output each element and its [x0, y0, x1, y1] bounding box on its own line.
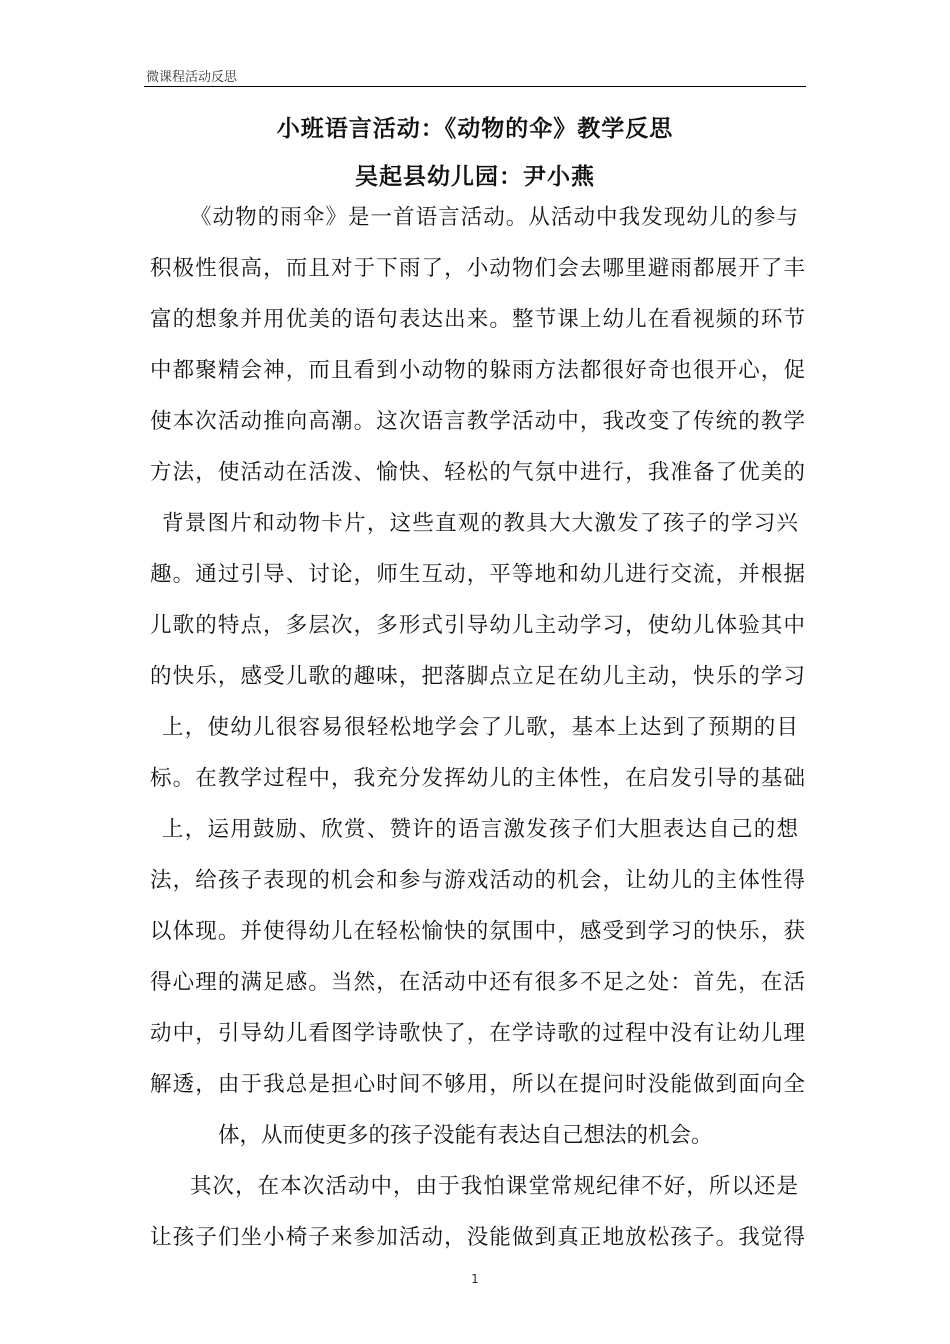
paragraph-line: 方法，使活动在活泼、愉快、轻松的气氛中进行，我准备了优美的 — [150, 460, 805, 485]
paragraph-line: 标。在教学过程中，我充分发挥幼儿的主体性，在启发引导的基础 — [150, 766, 805, 791]
paragraph-line: 法，给孩子表现的机会和参与游戏活动的机会，让幼儿的主体性得 — [150, 868, 805, 893]
paragraph-line: 趣。通过引导、讨论，师生互动，平等地和幼儿进行交流，并根据 — [150, 562, 805, 587]
header-divider — [144, 86, 806, 87]
paragraph-line: 积极性很高，而且对于下雨了，小动物们会去哪里避雨都展开了丰 — [150, 256, 805, 281]
paragraph-line: 背景图片和动物卡片，这些直观的教具大大激发了孩子的学习兴 — [162, 511, 798, 536]
paragraph-line: 动中，引导幼儿看图学诗歌快了，在学诗歌的过程中没有让幼儿理 — [150, 1021, 805, 1046]
paragraph-line: 的快乐，感受儿歌的趣味，把落脚点立足在幼儿主动，快乐的学习 — [150, 664, 805, 689]
paragraph-line: 《动物的雨伞》是一首语言活动。从活动中我发现幼儿的参与 — [190, 205, 798, 230]
paragraph-line: 以体现。并使得幼儿在轻松愉快的氛围中，感受到学习的快乐，获 — [150, 919, 805, 944]
paragraph-line: 让孩子们坐小椅子来参加活动，没能做到真正地放松孩子。我觉得 — [150, 1225, 805, 1250]
paragraph-line: 富的想象并用优美的语句表达出来。整节课上幼儿在看视频的环节 — [150, 307, 805, 332]
author-line: 吴起县幼儿园：尹小燕 — [355, 164, 595, 190]
paragraph-line: 得心理的满足感。当然，在活动中还有很多不足之处：首先，在活 — [150, 970, 805, 995]
running-header: 微课程活动反思 — [146, 70, 238, 85]
paragraph-line: 中都聚精会神，而且看到小动物的躲雨方法都很好奇也很开心，促 — [150, 358, 805, 383]
document-title: 小班语言活动：《动物的伞》教学反思 — [276, 116, 674, 142]
paragraph-line: 儿歌的特点，多层次，多形式引导幼儿主动学习，使幼儿体验其中 — [150, 613, 805, 638]
paragraph-line: 体，从而使更多的孩子没能有表达自己想法的机会。 — [218, 1123, 713, 1148]
page-number: 1 — [471, 1272, 479, 1286]
paragraph-line: 解透，由于我总是担心时间不够用，所以在提问时没能做到面向全 — [150, 1072, 805, 1097]
paragraph-line: 上，运用鼓励、欣赏、赞许的语言激发孩子们大胆表达自己的想 — [162, 817, 798, 842]
paragraph-line: 上，使幼儿很容易很轻松地学会了儿歌，基本上达到了预期的目 — [162, 715, 798, 740]
paragraph-line: 使本次活动推向高潮。这次语言教学活动中，我改变了传统的教学 — [150, 409, 805, 434]
paragraph-line: 其次，在本次活动中，由于我怕课堂常规纪律不好，所以还是 — [190, 1174, 798, 1199]
